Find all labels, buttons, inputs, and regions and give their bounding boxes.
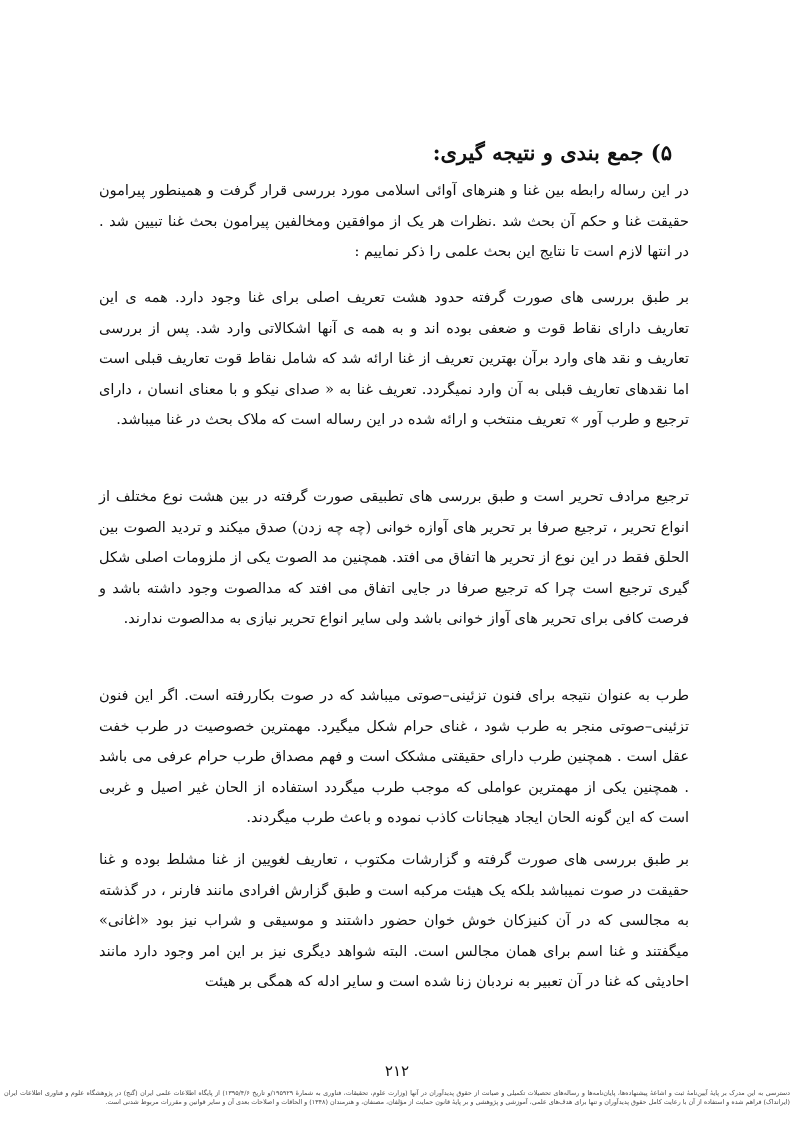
copyright-footer-note: دسترسی به این مدرک بر پایهٔ آیین‌نامهٔ ثبت و اشاعهٔ پیشنهاده‌ها، پایان‌نامه‌ها و رساله‌های تحصیلات تکمیلی و صیانت از حقوق پدیدآوران در آنها (وزارت علوم، تحقیقات، فناوری به شمارهٔ ۱۹۵۹۲۹/و تاریخ ۱۳۹۵/۴/۶) از پایگاه اطلاعات علمی ایران (گنج) در پژوهشگاه علوم و فناوری اطلاعات ایران (ایرانداک) فراهم شده و استفاده از آن با رعایت کامل حقوق پدیدآوران و تنها برای هدف‌های علمی، آموزشی و پژوهشی و بر پایهٔ قانون حمایت از مؤلفان، مصنفان، و هنرمندان (۱۳۴۸) و الحاقات و اصلاحات بعدی آن و سایر قوانین و مقررات مربوط شدنی است. — [4, 1089, 790, 1106]
paragraph-tarji: ترجیع مرادف تحریر است و طبق بررسی های تطبیقی صورت گرفته در بین هشت نوع مختلف از انواع تحریر ، ترجیع صرفا بر تحریر های آوازه خوانی (چه چه زدن) صدق میکند و تردید الصوت بین الحلق فقط در این نوع از تحریر ها اتفاق می افتد. همچنین مد الصوت یکی از ملزومات اصلی شکل گیری ترجیع است چرا که ترجیع صرفا در جایی اتفاق می افتد که مدالصوت وجود داشته باشد و فرصت کافی برای تحریر های آواز خوانی باشد ولی سایر انواع تحریر نیازی به مدالصوت ندارند. — [99, 489, 690, 627]
paragraph-ghena-reality: بر طبق بررسی های صورت گرفته و گزارشات مکتوب ، تعاریف لغویین از غنا مشلط بوده و غنا حقیقت در صوت نمیباشد بلکه یک هیئت مرکبه است و طبق گزارش افرادی مانند فارنر ، در گذشته به مجالسی که در آن کنیزکان خوش خوان حضور داشتند و موسیقی و شراب نیز بود «اغانی» میگفتند و غنا اسم برای همان مجالس است. البته شواهد دیگری نیز بر این امر وجود دارد مانند احادیثی که غنا در آن تعبیر به نردبان زنا شده است و سایر ادله که همگی بر هیئت — [99, 852, 689, 990]
page-number: ۲۱۲ — [384, 1062, 410, 1080]
paragraph-tarab: طرب به عنوان نتیجه برای فنون تزئینی–صوتی میباشد که در صوت بکاررفته است. اگر این فنون تزئینی–صوتی منجر به طرب شود ، غنای حرام شکل میگیرد. مهمترین خصوصیت در طرب خفت عقل است . همچنین طرب دارای حقیقتی مشکک است و فهم مصداق طرب حرام عرفی می باشد . همچنین یکی از مهمترین عواملی که موجب طرب میگردد استفاده از الحان غیر اصیل و غربی است که این گونه الحان ایجاد هیجانات کاذب نموده و باعث طرب میگردند. — [99, 688, 689, 826]
paragraph-definition: بر طبق بررسی های صورت گرفته حدود هشت تعریف اصلی برای غنا وجود دارد. همه ی این تعاریف دارای نقاط قوت و ضعفی بوده اند و به همه ی آنها اشکالاتی وارد شد. پس از بررسی تعاریف و نقد های وارد برآن بهترین تعریف از غنا ارائه شد که شامل نقاط قوت تعاریف قبلی است اما نقدهای تعاریف قبلی به آن وارد نمیگردد. تعریف غنا به « صدای نیکو و با معنای انسان ، دارای ترجیع و طرب آور » تعریف منتخب و ارائه شده در این رساله است که ملاک بحث در غنا میباشد. — [99, 290, 689, 428]
paragraph-intro: در این رساله رابطه بین غنا و هنرهای آوائی اسلامی مورد بررسی قرار گرفت و همینطور پیرامون حقیقت غنا و حکم آن بحث شد .نظرات هر یک از موافقین ومخالفین پیرامون بحث غنا تبیین شد . در انتها لازم است تا نتایج این بحث علمی را ذکر نماییم : — [99, 183, 689, 260]
section-heading: ۵) جمع بندی و نتیجه گیری: — [432, 140, 672, 165]
